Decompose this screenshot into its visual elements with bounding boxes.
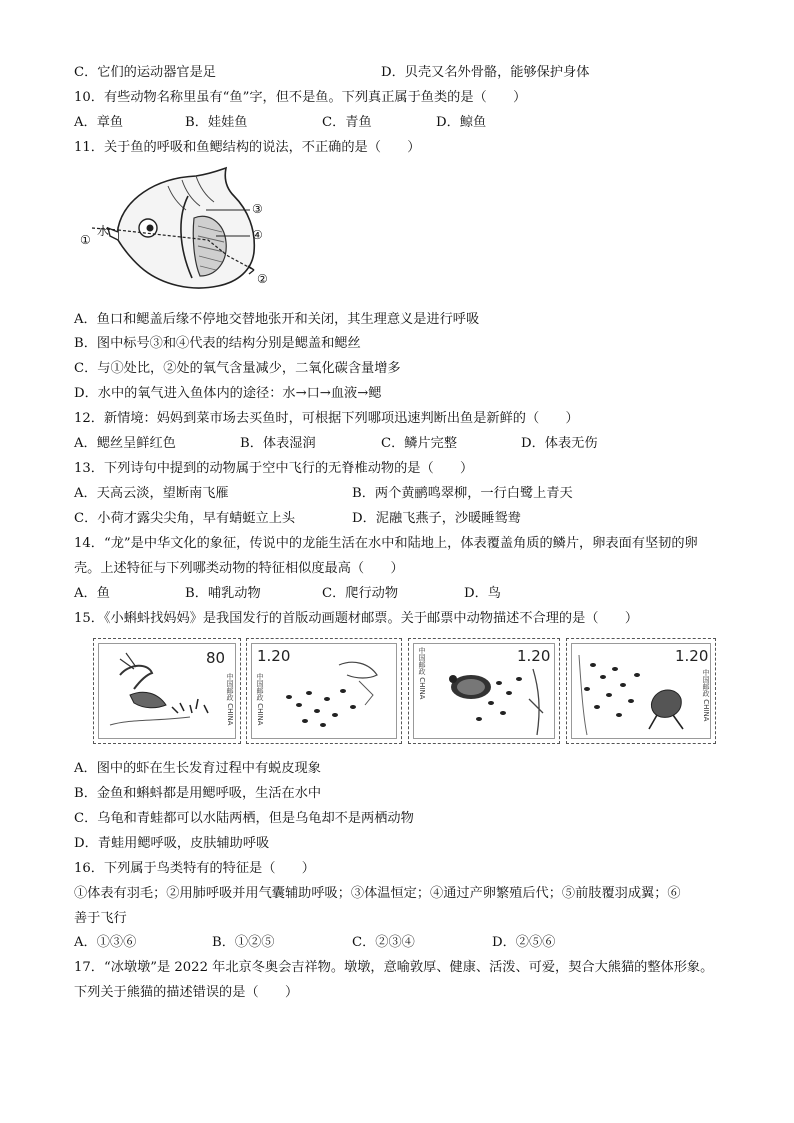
q14-option-a: A．鱼 [74, 586, 110, 601]
stamp-1-price: 80 [206, 649, 226, 667]
label-1: ① [80, 233, 91, 247]
q13-option-a: A．天高云淡，望断南飞雁 [74, 486, 229, 501]
stamp-4-art [573, 645, 697, 737]
q15-option-a: A．图中的虾在生长发育过程中有蜕皮现象 [74, 761, 321, 776]
label-2: ② [257, 272, 268, 286]
stamp-1-art [100, 645, 220, 735]
stamp-2-country: 中国邮政 CHINA [256, 673, 264, 726]
label-water: 水 [97, 224, 110, 238]
q11-option-c: C．与①处比，②处的氧气含量减少，二氧化碳含量增多 [74, 361, 401, 376]
q10-option-d: D．鲸鱼 [436, 115, 487, 130]
stamp-3-art [429, 659, 553, 739]
q15-option-b: B．金鱼和蝌蚪都是用鳃呼吸，生活在水中 [74, 786, 322, 801]
q15-option-c: C．乌龟和青蛙都可以水陆两栖，但是乌龟却不是两栖动物 [74, 811, 414, 826]
q10-option-c: C．青鱼 [322, 115, 372, 130]
q11-option-a: A．鱼口和鳃盖后缘不停地交替地张开和关闭，其生理意义是进行呼吸 [74, 312, 480, 327]
q12-option-d: D．体表无伤 [521, 436, 598, 451]
q16-option-b: B．①②⑤ [212, 935, 275, 950]
q16-stem: 16．下列属于鸟类特有的特征是（ ） [74, 861, 315, 876]
stamp-1 [93, 638, 241, 744]
stamp-3-price: 1.20 [517, 647, 551, 665]
stamp-2-price: 1.20 [257, 647, 291, 665]
q16-option-d: D．②⑤⑥ [492, 935, 556, 950]
label-3: ③ [252, 202, 263, 216]
stamp-4 [566, 638, 716, 744]
q9-option-d: D．贝壳又名外骨骼，能够保护身体 [381, 65, 590, 80]
q10-option-a: A．章鱼 [74, 115, 124, 130]
q16-option-a: A．①③⑥ [74, 935, 137, 950]
stamp-3 [408, 638, 560, 744]
q14-stem-line1: 14．“龙”是中华文化的象征，传说中的龙能生活在水中和陆地上，体表覆盖角质的鳞片，卵表面有坚韧的卵 [74, 536, 698, 551]
q13-stem: 13．下列诗句中提到的动物属于空中飞行的无脊椎动物的是（ ） [74, 461, 474, 476]
stamp-4-country: 中国邮政 CHINA [702, 669, 710, 722]
q16-items-line1: ①体表有羽毛；②用肺呼吸并用气囊辅助呼吸；③体温恒定；④通过产卵繁殖后代；⑤前肢覆羽成翼；⑥ [74, 886, 681, 901]
q11-stem: 11．关于鱼的呼吸和鱼鳃结构的说法，不正确的是（ ） [74, 140, 421, 155]
q13-option-b: B．两个黄鹂鸣翠柳，一行白鹭上青天 [352, 486, 573, 501]
q14-stem-line2: 壳。上述特征与下列哪类动物的特征相似度最高（ ） [74, 561, 404, 576]
q10-stem: 10．有些动物名称里虽有“鱼”字，但不是鱼。下列真正属于鱼类的是（ ） [74, 90, 527, 105]
stamp-3-country: 中国邮政 CHINA [418, 647, 426, 700]
q12-option-c: C．鳞片完整 [381, 436, 458, 451]
q11-option-b: B．图中标号③和④代表的结构分别是鳃盖和鳃丝 [74, 336, 361, 351]
stamp-2 [246, 638, 402, 744]
q17-stem-line1: 17．“冰墩墩”是 2022 年北京冬奥会吉祥物。墩墩，意喻敦厚、健康、活泼、可爱，契合大熊猫的整体形象。 [74, 960, 714, 975]
stamp-4-price: 1.20 [675, 647, 709, 665]
q12-stem: 12．新情境：妈妈到菜市场去买鱼时，可根据下列哪项迅速判断出鱼是新鲜的（ ） [74, 411, 579, 426]
q12-option-a: A．鳃丝呈鲜红色 [74, 436, 176, 451]
q15-option-d: D．青蛙用鳃呼吸，皮肤辅助呼吸 [74, 836, 270, 851]
q11-option-d: D．水中的氧气进入鱼体内的途径：水→口→血液→鳃 [74, 386, 382, 401]
q13-option-c: C．小荷才露尖尖角，早有蜻蜓立上头 [74, 511, 296, 526]
stamp-1-country: 中国邮政 CHINA [226, 673, 234, 726]
q14-option-d: D．鸟 [464, 586, 501, 601]
q10-option-b: B．娃娃鱼 [185, 115, 248, 130]
q9-option-c: C．它们的运动器官是足 [74, 65, 216, 80]
q15-stem: 15．《小蝌蚪找妈妈》是我国发行的首版动画题材邮票。关于邮票中动物描述不合理的是（ ） [74, 611, 639, 626]
stamp-2-art [269, 645, 395, 737]
q16-items-line2: 善于飞行 [74, 911, 127, 926]
q16-option-c: C．②③④ [352, 935, 415, 950]
q14-option-c: C．爬行动物 [322, 586, 399, 601]
q17-stem-line2: 下列关于熊猫的描述错误的是（ ） [74, 985, 299, 1000]
q14-option-b: B．哺乳动物 [185, 586, 261, 601]
label-4: ④ [252, 228, 263, 242]
q13-option-d: D．泥融飞燕子，沙暖睡鸳鸯 [352, 511, 521, 526]
q12-option-b: B．体表湿润 [240, 436, 316, 451]
